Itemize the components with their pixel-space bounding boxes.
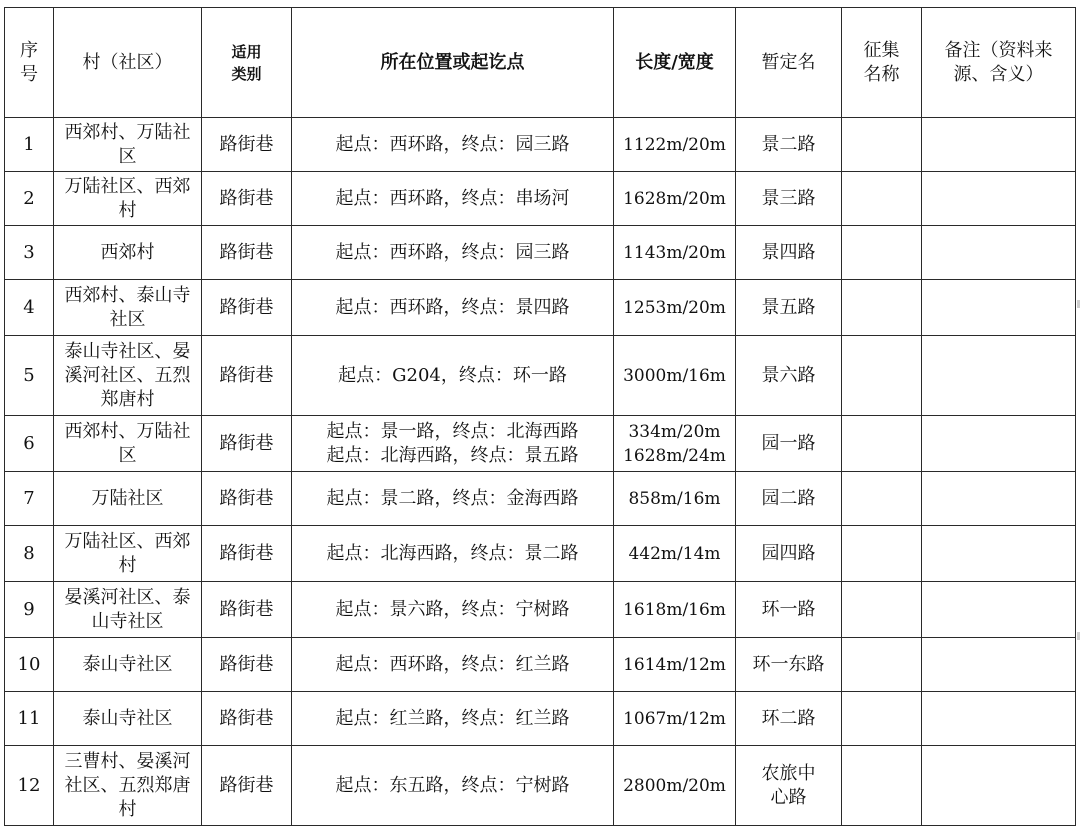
row-seq: 7	[5, 472, 54, 526]
row-position	[292, 746, 614, 826]
row-remark	[922, 746, 1076, 826]
header-seq: 序号	[5, 8, 54, 118]
tentative-name-text: 园一路	[761, 432, 816, 454]
header-category: 适用类别	[202, 8, 292, 118]
table-row	[5, 416, 1076, 472]
header-size: 长度/宽度	[614, 8, 736, 118]
header-solicit-name: 征集名称	[842, 8, 922, 118]
row-village: 西郊村、万陆社区	[54, 416, 202, 472]
table-row	[5, 746, 1076, 826]
row-remark	[922, 280, 1076, 336]
row-category: 路街巷	[202, 226, 292, 280]
row-solicit-name	[842, 472, 922, 526]
row-category: 路街巷	[202, 526, 292, 582]
table-row	[5, 226, 1076, 280]
row-category: 路街巷	[202, 172, 292, 226]
tentative-name-text: 景六路	[761, 364, 816, 386]
row-seq: 12	[5, 746, 54, 826]
table-row	[5, 582, 1076, 638]
row-position	[292, 582, 614, 638]
row-remark	[922, 526, 1076, 582]
row-size	[614, 118, 736, 172]
row-village: 晏溪河社区、泰山寺社区	[54, 582, 202, 638]
row-category: 路街巷	[202, 582, 292, 638]
row-tentative-name	[736, 692, 842, 746]
row-tentative-name	[736, 172, 842, 226]
row-size	[614, 280, 736, 336]
row-village: 三曹村、晏溪河社区、五烈郑唐村	[54, 746, 202, 826]
tentative-name-text: 园二路	[761, 487, 816, 509]
row-tentative-name	[736, 416, 842, 472]
row-solicit-name	[842, 692, 922, 746]
row-size	[614, 526, 736, 582]
table-row	[5, 526, 1076, 582]
row-solicit-name	[842, 172, 922, 226]
row-position	[292, 638, 614, 692]
row-village: 西郊村、泰山寺社区	[54, 280, 202, 336]
table-row	[5, 638, 1076, 692]
position-line: 起点：西环路，终点：园三路	[335, 241, 570, 263]
header-village: 村（社区）	[54, 8, 202, 118]
row-seq: 9	[5, 582, 54, 638]
row-remark	[922, 582, 1076, 638]
row-tentative-name	[736, 280, 842, 336]
position-line: 起点：景六路，终点：宁树路	[335, 598, 570, 620]
row-solicit-name	[842, 582, 922, 638]
row-tentative-name	[736, 336, 842, 416]
size-line: 1122m/20m	[623, 134, 726, 155]
position-line: 起点：西环路，终点：园三路	[335, 133, 570, 155]
row-size	[614, 336, 736, 416]
row-tentative-name	[736, 472, 842, 526]
table-row	[5, 280, 1076, 336]
row-tentative-name	[736, 118, 842, 172]
table-row	[5, 692, 1076, 746]
tentative-name-text: 农旅中心路	[761, 762, 816, 808]
row-remark	[922, 692, 1076, 746]
size-line: 1628m/20m	[623, 188, 726, 209]
row-solicit-name	[842, 638, 922, 692]
row-category: 路街巷	[202, 638, 292, 692]
table-row	[5, 472, 1076, 526]
header-position: 所在位置或起讫点	[292, 8, 614, 118]
row-tentative-name	[736, 638, 842, 692]
row-size	[614, 416, 736, 472]
size-line: 1253m/20m	[623, 297, 726, 318]
size-line: 3000m/16m	[623, 365, 726, 386]
row-seq: 11	[5, 692, 54, 746]
tentative-name-text: 环二路	[761, 707, 816, 729]
road-naming-table	[4, 7, 1076, 826]
row-category: 路街巷	[202, 746, 292, 826]
tentative-name-text: 环一路	[761, 598, 816, 620]
row-village: 万陆社区、西郊村	[54, 526, 202, 582]
row-category: 路街巷	[202, 118, 292, 172]
row-seq: 8	[5, 526, 54, 582]
row-tentative-name	[736, 746, 842, 826]
row-solicit-name	[842, 226, 922, 280]
row-category: 路街巷	[202, 336, 292, 416]
row-remark	[922, 336, 1076, 416]
row-village: 万陆社区	[54, 472, 202, 526]
row-size	[614, 692, 736, 746]
row-size	[614, 746, 736, 826]
row-position	[292, 692, 614, 746]
size-line: 442m/14m	[628, 543, 721, 564]
size-line: 1143m/20m	[623, 242, 726, 263]
row-size	[614, 638, 736, 692]
row-remark	[922, 638, 1076, 692]
position-line: 起点：北海西路，终点：景二路	[326, 542, 579, 564]
row-tentative-name	[736, 582, 842, 638]
row-seq: 4	[5, 280, 54, 336]
row-tentative-name	[736, 226, 842, 280]
row-category: 路街巷	[202, 692, 292, 746]
row-size	[614, 582, 736, 638]
row-category: 路街巷	[202, 280, 292, 336]
header-row	[5, 8, 1076, 118]
size-line: 1067m/12m	[623, 708, 726, 729]
row-position	[292, 472, 614, 526]
row-seq: 6	[5, 416, 54, 472]
position-line: 起点：景二路，终点：金海西路	[326, 487, 579, 509]
row-village: 泰山寺社区	[54, 638, 202, 692]
row-solicit-name	[842, 118, 922, 172]
tentative-name-text: 园四路	[761, 542, 816, 564]
table-row	[5, 336, 1076, 416]
position-line: 起点：西环路，终点：串场河	[335, 187, 570, 209]
row-seq: 2	[5, 172, 54, 226]
row-remark	[922, 416, 1076, 472]
row-position	[292, 172, 614, 226]
row-position	[292, 416, 614, 472]
row-size	[614, 226, 736, 280]
tentative-name-text: 景五路	[761, 296, 816, 318]
position-line: 起点：景一路，终点：北海西路	[326, 420, 579, 442]
size-line: 858m/16m	[628, 488, 721, 509]
row-remark	[922, 226, 1076, 280]
tentative-name-text: 景二路	[761, 133, 816, 155]
tentative-name-text: 环一东路	[752, 653, 825, 675]
position-line: 起点：东五路，终点：宁树路	[335, 774, 570, 796]
row-solicit-name	[842, 526, 922, 582]
header-remark: 备注（资料来源、含义）	[922, 8, 1076, 118]
table-row	[5, 172, 1076, 226]
size-line: 1614m/12m	[623, 654, 726, 675]
position-line: 起点：西环路，终点：红兰路	[335, 653, 570, 675]
row-seq: 5	[5, 336, 54, 416]
row-remark	[922, 472, 1076, 526]
size-line: 334m/20m	[628, 421, 721, 442]
tentative-name-text: 景三路	[761, 187, 816, 209]
row-village: 西郊村、万陆社区	[54, 118, 202, 172]
row-solicit-name	[842, 336, 922, 416]
position-line: 起点：北海西路，终点：景五路	[326, 444, 579, 466]
tentative-name-text: 景四路	[761, 241, 816, 263]
row-category: 路街巷	[202, 472, 292, 526]
row-village: 万陆社区、西郊村	[54, 172, 202, 226]
row-village: 西郊村	[54, 226, 202, 280]
row-seq: 3	[5, 226, 54, 280]
position-line: 起点：红兰路，终点：红兰路	[335, 707, 570, 729]
row-category: 路街巷	[202, 416, 292, 472]
size-line: 2800m/20m	[623, 775, 726, 796]
row-seq: 1	[5, 118, 54, 172]
row-solicit-name	[842, 280, 922, 336]
size-line: 1618m/16m	[623, 599, 726, 620]
table-body	[5, 118, 1076, 826]
row-tentative-name	[736, 526, 842, 582]
row-remark	[922, 172, 1076, 226]
position-line: 起点：西环路，终点：景四路	[335, 296, 570, 318]
row-seq: 10	[5, 638, 54, 692]
row-solicit-name	[842, 746, 922, 826]
row-position	[292, 526, 614, 582]
row-position	[292, 118, 614, 172]
header-tentative-name: 暂定名	[736, 8, 842, 118]
size-line: 1628m/24m	[623, 445, 726, 466]
table-row	[5, 118, 1076, 172]
row-solicit-name	[842, 416, 922, 472]
row-position	[292, 226, 614, 280]
row-village: 泰山寺社区	[54, 692, 202, 746]
row-village: 泰山寺社区、晏溪河社区、五烈郑唐村	[54, 336, 202, 416]
row-position	[292, 280, 614, 336]
row-size	[614, 172, 736, 226]
row-size	[614, 472, 736, 526]
row-remark	[922, 118, 1076, 172]
row-position	[292, 336, 614, 416]
position-line: 起点：G204，终点：环一路	[338, 364, 567, 386]
